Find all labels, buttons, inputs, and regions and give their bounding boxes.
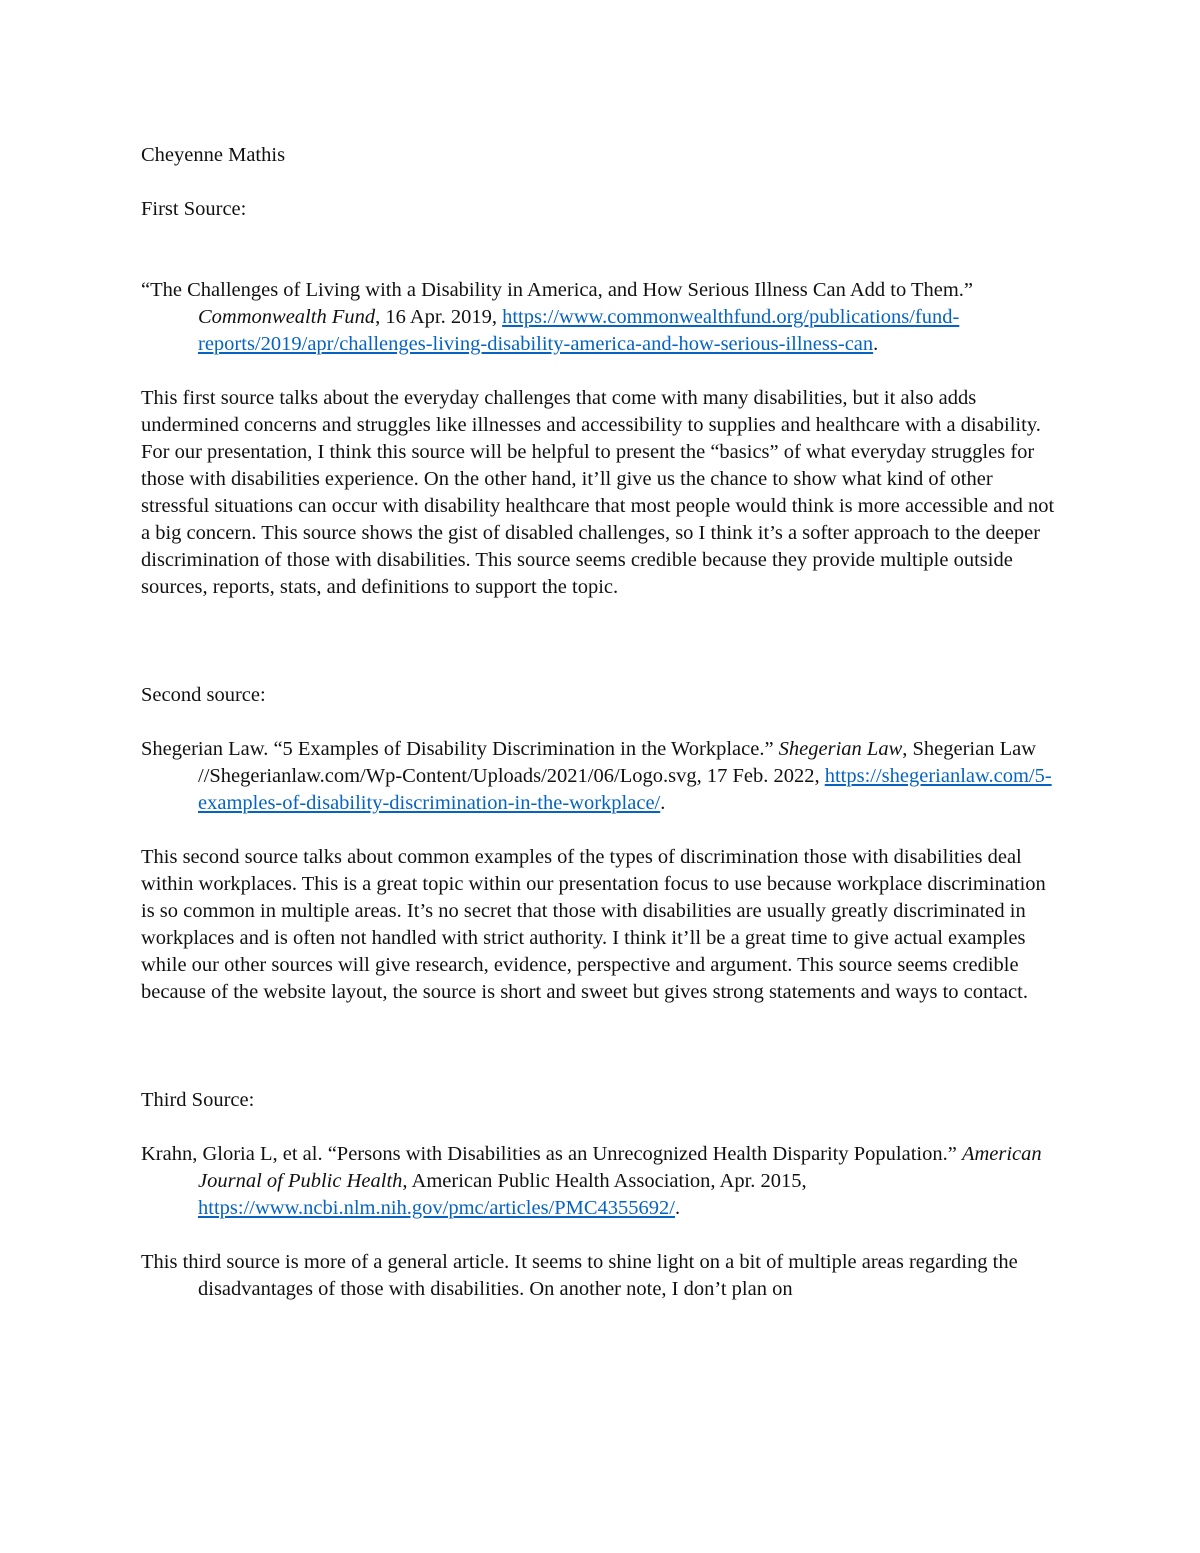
citation-text: “The Challenges of Living with a Disability in America, and How Serious Illness Can Add to Them.” [141, 279, 974, 301]
annotation-paragraph: This first source talks about the everyday challenges that come with many disabilities, but it also adds undermined concerns and struggles like illnesses and accessibility to supplies and healthcare with a disability. For our presentation, I think this source will be helpful to present the “basics” of what everyday struggles for those with disabilities experience. On the other hand, it’ll give us the chance to show what kind of other stressful situations can occur with disability healthcare that most people would think is more accessible and not a big concern. This source shows the gist of disabled challenges, so I think it’s a softer approach to the deeper discrimination of those with disabilities. This source seems credible because they provide multiple outside sources, reports, stats, and definitions to support the topic. [141, 387, 1055, 598]
citation-text: , American Public Health Association, Apr. 2015, [402, 1170, 807, 1192]
citation-text: Shegerian Law. “5 Examples of Disability Discrimination in the Workplace.” [141, 738, 779, 760]
annotation-paragraph: This second source talks about common examples of the types of discrimination those with disabilities deal within workplaces. This is a great topic within our presentation focus to use because workplace discrimination is so common in multiple areas. It’s no secret that those with disabilities are usually greatly discriminated in workplaces and is often not handled with strict authority. I think it’ll be a great time to give actual examples while our other sources will give research, evidence, perspective and argument. This source seems credible because of the website layout, the source is short and sweet but gives strong statements and ways to contact. [141, 846, 1046, 1003]
source-section-2 [141, 682, 1063, 1006]
citation-end: . [660, 792, 666, 814]
annotation-paragraph: This third source is more of a general article. It seems to shine light on a bit of multiple areas regarding the disadvantages of those with disabilities. On another note, I don’t plan on [141, 1251, 1018, 1300]
source-section-1 [141, 196, 1063, 601]
author-name: Cheyenne Mathis [141, 144, 286, 166]
citation-end: . [675, 1197, 681, 1219]
citation-link[interactable]: https://www.commonwealthfund.org/publications/fund-reports/2019/apr/challenges-living-disability-america-and-how-serious-illness-can [198, 306, 960, 355]
citation [141, 277, 1063, 358]
document-page [141, 142, 1063, 1303]
citation-container: Commonwealth Fund [198, 306, 376, 328]
source-heading: First Source: [141, 198, 247, 220]
citation-container: Shegerian Law [778, 738, 903, 760]
citation-text: , 16 Apr. 2019, [375, 306, 503, 328]
citation-text: , Shegerian Law //Shegerianlaw.com/Wp-Content/Uploads/2021/06/Logo.svg, 17 Feb. 2022, [198, 738, 1037, 787]
citation-text: Krahn, Gloria L, et al. “Persons with Disabilities as an Unrecognized Health Disparity Population.” [141, 1143, 962, 1165]
citation [141, 736, 1063, 817]
citation-link[interactable]: https://shegerianlaw.com/5-examples-of-disability-discrimination-in-the-workplace/ [198, 765, 1052, 814]
citation-container: American Journal of Public Health [198, 1143, 1042, 1192]
source-section-3 [141, 1087, 1063, 1303]
source-heading: Second source: [141, 684, 266, 706]
source-heading: Third Source: [141, 1089, 255, 1111]
citation [141, 1141, 1063, 1222]
citation-link[interactable]: https://www.ncbi.nlm.nih.gov/pmc/articles/PMC4355692/ [198, 1197, 675, 1219]
citation-end: . [873, 333, 879, 355]
